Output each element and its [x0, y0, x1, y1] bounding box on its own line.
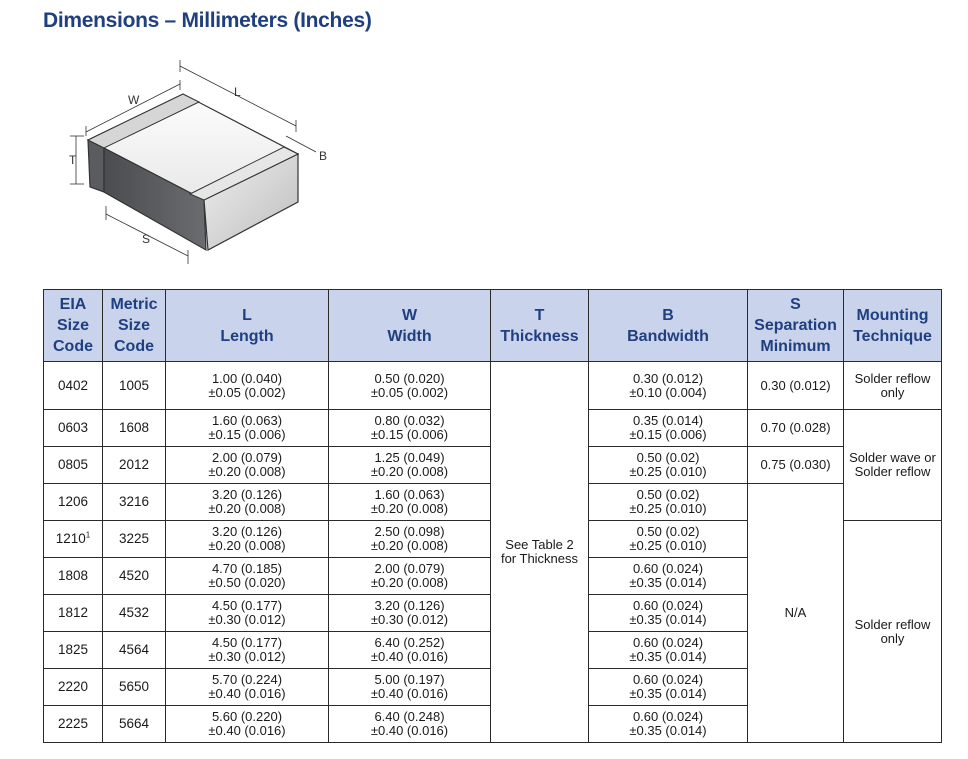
separation-cell: 0.75 (0.030) — [748, 447, 844, 484]
header-width: W Width — [329, 290, 491, 362]
eia-cell: 1812 — [44, 595, 103, 632]
eia-cell: 0603 — [44, 410, 103, 447]
separation-cell: 0.30 (0.012) — [748, 362, 844, 410]
width-cell: 6.40 (0.252) ±0.40 (0.016) — [329, 632, 491, 669]
header-eia: EIA Size Code — [44, 290, 103, 362]
bandwidth-cell: 0.30 (0.012) ±0.10 (0.004) — [589, 362, 748, 410]
metric-cell: 1608 — [103, 410, 166, 447]
b-label: B — [319, 149, 328, 163]
length-cell: 5.70 (0.224) ±0.40 (0.016) — [166, 669, 329, 706]
length-cell: 1.60 (0.063) ±0.15 (0.006) — [166, 410, 329, 447]
eia-cell: 1825 — [44, 632, 103, 669]
width-cell: 5.00 (0.197) ±0.40 (0.016) — [329, 669, 491, 706]
bandwidth-cell: 0.60 (0.024) ±0.35 (0.014) — [589, 595, 748, 632]
header-mounting: Mounting Technique — [844, 290, 942, 362]
width-cell: 2.00 (0.079) ±0.20 (0.008) — [329, 558, 491, 595]
width-cell: 1.60 (0.063) ±0.20 (0.008) — [329, 484, 491, 521]
eia-cell: 1808 — [44, 558, 103, 595]
chip-left-end — [88, 140, 104, 192]
metric-cell: 1005 — [103, 362, 166, 410]
s-label: S — [142, 232, 151, 246]
header-thickness: T Thickness — [491, 290, 589, 362]
bandwidth-cell: 0.50 (0.02) ±0.25 (0.010) — [589, 521, 748, 558]
bandwidth-cell: 0.60 (0.024) ±0.35 (0.014) — [589, 632, 748, 669]
thickness-cell: See Table 2 for Thickness — [491, 362, 589, 743]
eia-cell: 0402 — [44, 362, 103, 410]
separation-cell: 0.70 (0.028) — [748, 410, 844, 447]
separation-cell: N/A — [748, 484, 844, 743]
eia-cell: 0805 — [44, 447, 103, 484]
footnote-marker: 1 — [85, 530, 91, 540]
mounting-cell: Solder wave or Solder reflow — [844, 410, 942, 521]
eia-cell: 2220 — [44, 669, 103, 706]
width-cell: 6.40 (0.248) ±0.40 (0.016) — [329, 706, 491, 743]
bandwidth-cell: 0.50 (0.02) ±0.25 (0.010) — [589, 447, 748, 484]
eia-cell: 1210$^1$ — [44, 521, 103, 558]
dimensions-table — [43, 289, 942, 743]
length-cell: 4.50 (0.177) ±0.30 (0.012) — [166, 595, 329, 632]
length-cell: 3.20 (0.126) ±0.20 (0.008) — [166, 521, 329, 558]
bandwidth-cell: 0.35 (0.014) ±0.15 (0.006) — [589, 410, 748, 447]
mounting-cell: Solder reflow only — [844, 521, 942, 743]
header-bandwidth: B Bandwidth — [589, 290, 748, 362]
bandwidth-cell: 0.50 (0.02) ±0.25 (0.010) — [589, 484, 748, 521]
table-header-row — [44, 290, 942, 362]
bandwidth-cell: 0.60 (0.024) ±0.35 (0.014) — [589, 706, 748, 743]
metric-cell: 4532 — [103, 595, 166, 632]
header-metric: Metric Size Code — [103, 290, 166, 362]
width-cell: 2.50 (0.098) ±0.20 (0.008) — [329, 521, 491, 558]
mounting-cell: Solder reflow only — [844, 362, 942, 410]
metric-cell: 3216 — [103, 484, 166, 521]
length-cell: 5.60 (0.220) ±0.40 (0.016) — [166, 706, 329, 743]
metric-cell: 4564 — [103, 632, 166, 669]
page-title: Dimensions – Millimeters (Inches) — [43, 9, 372, 32]
capacitor-dimension-diagram — [58, 52, 358, 274]
eia-cell: 2225 — [44, 706, 103, 743]
width-cell: 1.25 (0.049) ±0.20 (0.008) — [329, 447, 491, 484]
bandwidth-cell: 0.60 (0.024) ±0.35 (0.014) — [589, 558, 748, 595]
length-cell: 4.70 (0.185) ±0.50 (0.020) — [166, 558, 329, 595]
table-row — [44, 362, 942, 410]
metric-cell: 5664 — [103, 706, 166, 743]
t-label: T — [69, 153, 77, 167]
length-cell: 1.00 (0.040) ±0.05 (0.002) — [166, 362, 329, 410]
metric-cell: 5650 — [103, 669, 166, 706]
header-separation: S Separation Minimum — [748, 290, 844, 362]
width-cell: 3.20 (0.126) ±0.30 (0.012) — [329, 595, 491, 632]
width-cell: 0.80 (0.032) ±0.15 (0.006) — [329, 410, 491, 447]
length-cell: 2.00 (0.079) ±0.20 (0.008) — [166, 447, 329, 484]
length-cell: 3.20 (0.126) ±0.20 (0.008) — [166, 484, 329, 521]
width-cell: 0.50 (0.020) ±0.05 (0.002) — [329, 362, 491, 410]
length-cell: 4.50 (0.177) ±0.30 (0.012) — [166, 632, 329, 669]
header-length: L Length — [166, 290, 329, 362]
w-label: W — [128, 93, 140, 107]
metric-cell: 3225 — [103, 521, 166, 558]
metric-cell: 4520 — [103, 558, 166, 595]
metric-cell: 2012 — [103, 447, 166, 484]
l-label: L — [234, 85, 241, 99]
eia-cell: 1206 — [44, 484, 103, 521]
bandwidth-cell: 0.60 (0.024) ±0.35 (0.014) — [589, 669, 748, 706]
